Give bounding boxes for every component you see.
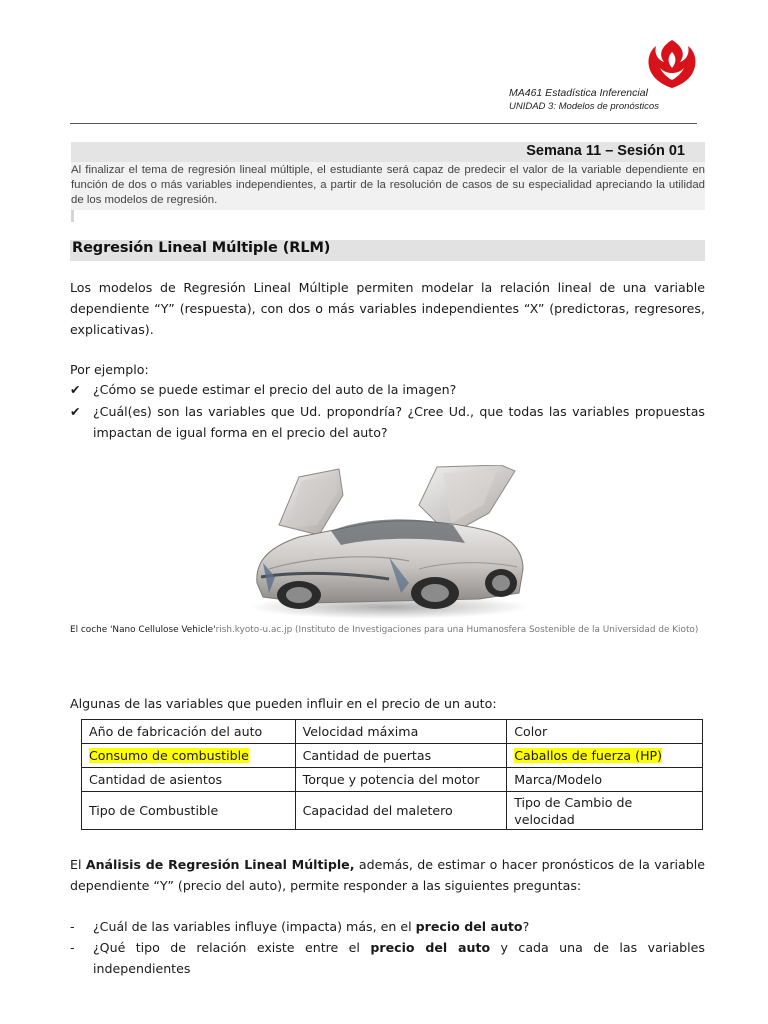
header-divider <box>70 123 697 124</box>
table-cell: Cantidad de puertas <box>295 744 507 768</box>
table-row <box>82 744 703 768</box>
variables-table <box>81 719 703 830</box>
variables-intro: Algunas de las variables que pueden influir en el precio de un auto: <box>70 696 497 711</box>
university-logo <box>644 38 700 90</box>
unit-name: UNIDAD 3: Modelos de pronósticos <box>509 101 659 112</box>
course-header <box>509 86 659 114</box>
highlighted-variable: Caballos de fuerza (HP) <box>514 748 663 763</box>
analysis-question: - ¿Cuál de las variables influye (impacta) más, en el precio del auto? <box>70 916 705 937</box>
session-band <box>71 142 705 162</box>
example-item <box>70 379 705 400</box>
analysis-paragraph: El Análisis de Regresión Lineal Múltiple, además, de estimar o hacer pronósticos de la variable dependiente “Y” (precio del auto), permite responder a las siguientes preguntas: <box>70 857 706 893</box>
table-cell: Cantidad de asientos <box>82 768 296 792</box>
table-cell <box>507 744 703 768</box>
analysis-question: - ¿Qué tipo de relación existe entre el precio del auto y cada una de las variables independientes <box>70 937 705 979</box>
checkmark-icon: ✔ <box>70 382 81 397</box>
session-title: Semana 11 – Sesión 01 <box>526 143 685 159</box>
image-caption <box>70 625 705 637</box>
course-name: MA461 Estadística Inferencial <box>509 87 648 99</box>
table-row <box>82 720 703 744</box>
table-cell: Torque y potencia del motor <box>295 768 507 792</box>
analysis-term: Análisis de Regresión Lineal Múltiple, <box>85 857 355 872</box>
table-row <box>82 768 703 792</box>
table-row <box>82 792 703 830</box>
example-question: ¿Cuál(es) son las variables que Ud. propondría? ¿Cree Ud., que todas las variables propuestas impactan de igual forma en el precio del auto? <box>93 404 705 440</box>
table-cell: Año de fabricación del auto <box>82 720 296 744</box>
section-heading-band <box>70 240 705 261</box>
example-question: ¿Cómo se puede estimar el precio del auto de la imagen? <box>93 382 457 397</box>
table-cell: Color <box>507 720 703 744</box>
concept-car-image <box>239 465 531 620</box>
table-cell: Capacidad del maletero <box>295 792 507 830</box>
table-cell <box>82 744 296 768</box>
table-cell: Tipo de Cambio de velocidad <box>507 792 703 830</box>
table-cell: Tipo de Combustible <box>82 792 296 830</box>
section-title: Regresión Lineal Múltiple (RLM) <box>72 240 331 256</box>
caption-source: rish.kyoto-u.ac.jp (Instituto de Investigaciones para una Humanosfera Sostenible de la Universidad de Kioto) <box>215 625 699 635</box>
dash-bullet: - <box>70 919 75 934</box>
example-item <box>70 401 705 443</box>
caption-lead: El coche 'Nano Cellulose Vehicle' <box>70 625 216 635</box>
dash-bullet: - <box>70 940 75 955</box>
learning-objective: Al finalizar el tema de regresión lineal múltiple, el estudiante será capaz de predecir el valor de la variable dependiente en función de dos o más variables independientes, a partir de la resolución de casos de su especialidad apreciando la utilidad de los modelos de regresión. <box>71 164 705 207</box>
checkmark-icon: ✔ <box>70 404 81 419</box>
table-cell: Marca/Modelo <box>507 768 703 792</box>
objective-marker <box>71 210 74 222</box>
highlighted-variable: Consumo de combustible <box>89 748 249 763</box>
example-label: Por ejemplo: <box>70 362 149 377</box>
rlm-definition: Los modelos de Regresión Lineal Múltiple permiten modelar la relación lineal de una variable dependiente “Y” (respuesta), con dos o más variables independientes “X” (predictoras, regresores, explicativas). <box>70 280 705 337</box>
table-cell: Velocidad máxima <box>295 720 507 744</box>
